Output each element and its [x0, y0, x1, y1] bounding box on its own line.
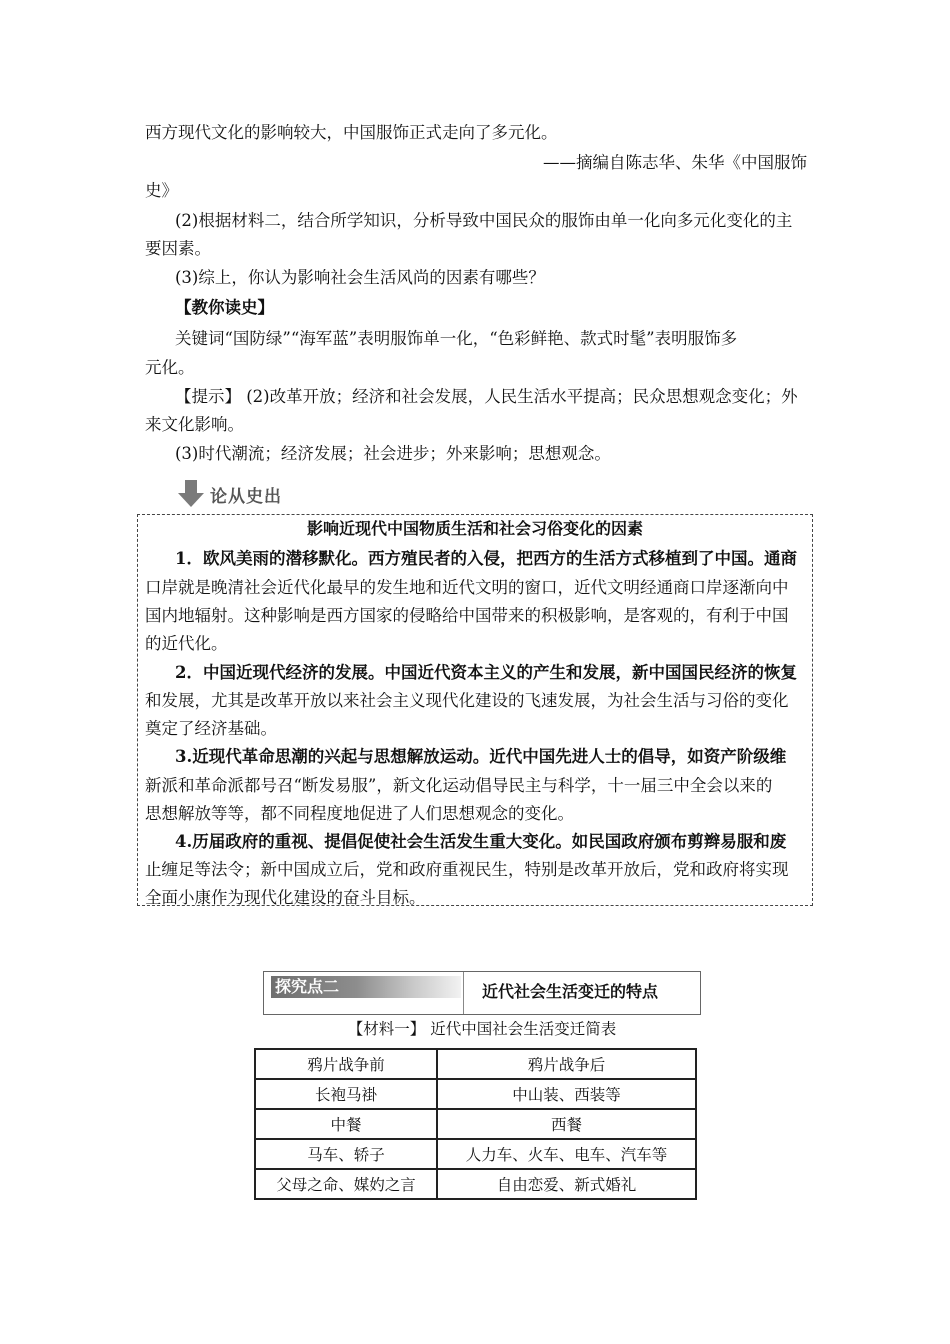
table-cell: 自由恋爱、新式婚礼	[437, 1169, 696, 1199]
explore-tag-label: 探究点二	[275, 977, 340, 996]
table-cell: 中餐	[255, 1109, 437, 1139]
box-paragraph-line: 新派和革命派都号召“断发易服”，新文化运动倡导民主与科学，十一届三中全会以来的	[145, 776, 773, 795]
explore-tag	[271, 976, 461, 998]
hint-answer-3: (3)时代潮流；经济发展；社会进步；外来影响；思想观念。	[175, 444, 611, 463]
table-cell: 西餐	[437, 1109, 696, 1139]
teach-label: 【教你读史】	[175, 298, 274, 317]
question-3: (3)综上，你认为影响社会生活风尚的因素有哪些？	[175, 268, 545, 287]
box-paragraph-line: 奠定了经济基础。	[145, 719, 277, 738]
change-table	[254, 1048, 697, 1200]
table-cell: 中山装、西装等	[437, 1079, 696, 1109]
explore-title: 近代社会生活变迁的特点	[482, 982, 659, 1001]
box-paragraph-line: 止缠足等法令；新中国成立后，党和政府重视民生，特别是改革开放后，党和政府将实现	[145, 860, 789, 879]
table-row	[255, 1169, 696, 1199]
down-arrow-icon	[178, 480, 204, 508]
table-cell: 马车、轿子	[255, 1139, 437, 1169]
source-citation-cont: 史》	[145, 181, 178, 200]
box-paragraph-line: 1．欧风美雨的潜移默化。西方殖民者的入侵，把西方的生活方式移植到了中国。通商	[175, 549, 797, 568]
source-citation: ——摘编自陈志华、朱华《中国服饰	[543, 153, 807, 172]
table-row	[255, 1079, 696, 1109]
hint-text-cont: 来文化影响。	[145, 415, 244, 434]
table-cell: 人力车、火车、电车、汽车等	[437, 1139, 696, 1169]
material-title: 【材料一】 近代中国社会生活变迁简表	[347, 1020, 617, 1038]
table-cell: 长袍马褂	[255, 1079, 437, 1109]
divider	[463, 972, 464, 1014]
question-2-cont: 要因素。	[145, 239, 211, 258]
section-label: 论从史出	[210, 486, 282, 507]
box-paragraph-line: 思想解放等等，都不同程度地促进了人们思想观念的变化。	[145, 804, 574, 823]
hint-text: 【提示】 (2)改革开放；经济和社会发展，人民生活水平提高；民众思想观念变化；外	[175, 387, 798, 406]
teach-text: 关键词“国防绿”“海军蓝”表明服饰单一化，“色彩鲜艳、款式时髦”表明服饰多	[175, 329, 738, 348]
explore-header	[263, 971, 701, 1015]
table-row	[255, 1139, 696, 1169]
box-paragraph-line: 的近代化。	[145, 634, 228, 653]
table-header-row	[255, 1049, 696, 1079]
table-cell: 父母之命、媒妁之言	[255, 1169, 437, 1199]
table-row	[255, 1109, 696, 1139]
box-paragraph-line: 2．中国近现代经济的发展。中国近代资本主义的产生和发展，新中国国民经济的恢复	[175, 663, 797, 682]
summary-box-title: 影响近现代中国物质生活和社会习俗变化的因素	[306, 519, 643, 538]
box-paragraph-line: 国内地辐射。这种影响是西方国家的侵略给中国带来的积极影响，是客观的，有利于中国	[145, 606, 789, 625]
table-header-cell: 鸦片战争后	[437, 1049, 696, 1079]
table-header-cell: 鸦片战争前	[255, 1049, 437, 1079]
text-line: 西方现代文化的影响较大，中国服饰正式走向了多元化。	[145, 123, 558, 142]
box-paragraph-line: 3.近现代革命思潮的兴起与思想解放运动。近代中国先进人士的倡导，如资产阶级维	[175, 747, 787, 766]
box-paragraph-line: 全面小康作为现代化建设的奋斗目标。	[145, 888, 426, 907]
box-paragraph-line: 和发展，尤其是改革开放以来社会主义现代化建设的飞速发展，为社会生活与习俗的变化	[145, 691, 789, 710]
section-marker	[178, 480, 282, 508]
box-paragraph-line: 4.历届政府的重视、提倡促使社会生活发生重大变化。如民国政府颁布剪辫易服和废	[175, 832, 787, 851]
box-paragraph-line: 口岸就是晚清社会近代化最早的发生地和近代文明的窗口，近代文明经通商口岸逐渐向中	[145, 578, 789, 597]
teach-text-cont: 元化。	[145, 358, 195, 377]
question-2: (2)根据材料二，结合所学知识，分析导致中国民众的服饰由单一化向多元化变化的主	[175, 211, 793, 230]
